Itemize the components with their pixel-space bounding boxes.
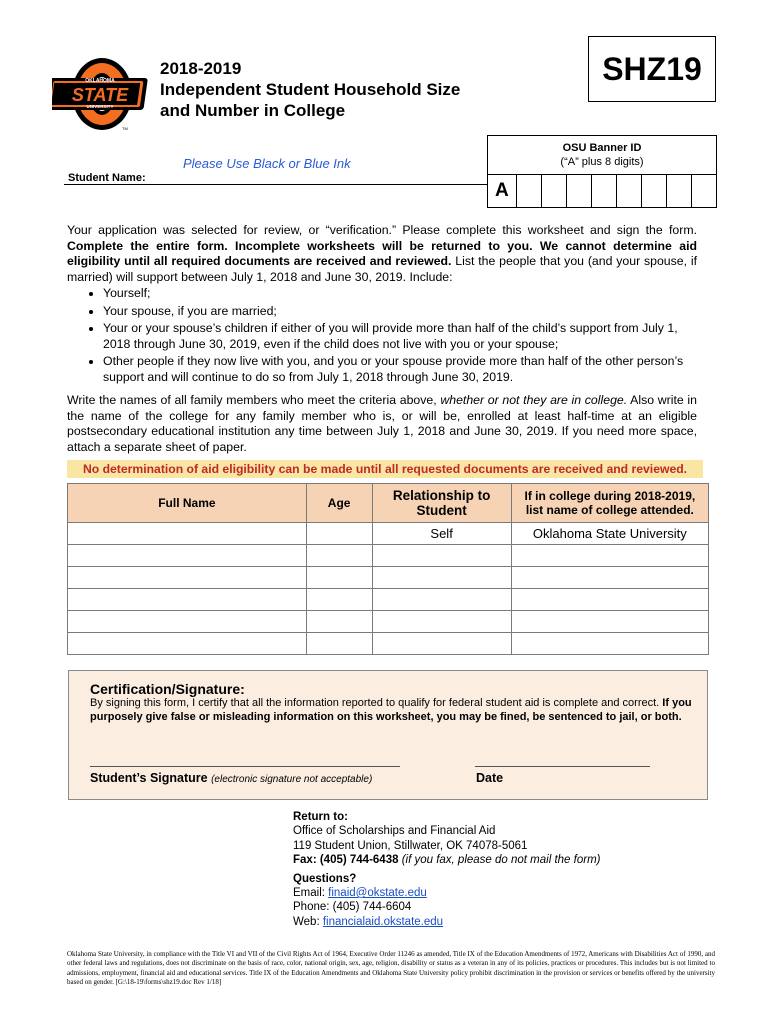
intro-paragraph (67, 223, 697, 285)
intro-bold: Complete the entire form. Incomplete worksheets will be returned to you. We cannot determine aid eligibility until all required documents are received and reviewed. (67, 238, 697, 269)
relationship-cell[interactable] (372, 633, 511, 655)
table-row (68, 545, 709, 567)
banner-id-hint: (“A” plus 8 digits) (560, 156, 644, 168)
banner-digit-box[interactable] (517, 175, 542, 207)
banner-digit-box[interactable] (617, 175, 642, 207)
name-cell[interactable] (68, 633, 307, 655)
email-label: Email: (293, 887, 325, 900)
web-link[interactable]: financialaid.okstate.edu (322, 915, 444, 928)
relationship-cell[interactable] (372, 611, 511, 633)
banner-digit-box[interactable] (542, 175, 567, 207)
web-label: Web: (293, 915, 320, 928)
intro-text: Your application was selected for review, or “verification.” Please complete this worksheet and sign the form. (67, 223, 697, 237)
return-label: Return to: (293, 811, 348, 823)
eligibility-warning: No determination of aid eligibility can be made until all requested documents are received and reviewed. (67, 460, 703, 478)
table-row (68, 633, 709, 655)
table-row (68, 567, 709, 589)
col-college-2: list name of college attended. (525, 503, 694, 517)
name-cell[interactable] (68, 545, 307, 567)
relationship-cell[interactable]: Self (372, 523, 511, 545)
questions-label: Questions? (293, 872, 357, 885)
student-name-field[interactable] (64, 184, 487, 185)
signature-note: (electronic signature not acceptable) (211, 774, 373, 785)
col-relationship (372, 484, 511, 523)
col-relationship-1: Relationship to (392, 488, 491, 503)
banner-id-input[interactable] (487, 174, 717, 208)
student-name-label: Student Name: (68, 172, 146, 184)
list-item: • Your spouse, if you are married; (103, 304, 697, 320)
list-item: • Your or your spouse’s children if either of you will provide more than half of the child’s support from July 1, 2018 through June 30, 2019, even if the child does not live with you or your spouse; (103, 321, 697, 352)
instructions-italic: whether or not they are in college. (440, 393, 628, 407)
name-cell[interactable] (68, 523, 307, 545)
form-title (160, 58, 460, 121)
table-row (68, 611, 709, 633)
household-table (67, 483, 709, 655)
table-row (68, 523, 709, 545)
relationship-cell[interactable] (372, 545, 511, 567)
phone-text: Phone: (405) 744-6604 (293, 901, 412, 914)
age-cell[interactable] (306, 589, 372, 611)
criteria-list (67, 286, 697, 388)
college-cell[interactable] (511, 589, 708, 611)
college-cell[interactable] (511, 633, 708, 655)
banner-digit-box[interactable] (567, 175, 592, 207)
list-item: • Yourself; (103, 286, 697, 302)
email-link[interactable]: finaid@okstate.edu (328, 887, 427, 900)
return-fax: Fax: (405) 744-6438 (293, 854, 399, 867)
logo-tm: TM (122, 126, 128, 131)
relationship-cell[interactable] (372, 567, 511, 589)
col-relationship-2: Student (416, 503, 467, 518)
table-row (68, 589, 709, 611)
form-code-box: SHZ19 (588, 36, 716, 102)
age-cell[interactable] (306, 567, 372, 589)
logo-university: UNIVERSITY (86, 104, 114, 109)
table-header-row (68, 484, 709, 523)
certification-title: Certification/Signature: (90, 681, 245, 697)
osu-logo (52, 56, 152, 132)
instructions-b: Also write in the name of the college for any family member who is, or will be, enrolled at least half-time at an eligible postsecondary educational institution any time between July 1, 2018 and June 30, 2019. If you need more space, attach a separate sheet of paper. (67, 393, 697, 454)
nondiscrimination-footer: Oklahoma State University, in compliance with the Title VI and VII of the Civil Rights Act of 1964, Executive Order 11246 as amended, Title IX of the Education Amendments of 1972, Americans with Disabilities Act of 1990, and other federal laws and regulations, does not discriminate on the basis of race, color, national origin, sex, age, religion, disability or status as a veteran in any of its policies, practices or procedures. This includes but is not limited to admissions, employment, financial aid and educational services. Title IX of the Education Amendments and Oklahoma State University policy prohibit discrimination in the provision or services or benefits offered by the university based on gender. [G:\18-19\forms\shz19.doc Rev 1/18] (67, 950, 715, 987)
date-label: Date (476, 771, 504, 785)
college-cell[interactable] (511, 611, 708, 633)
certification-text (90, 696, 695, 724)
college-cell[interactable] (511, 545, 708, 567)
list-item: • Other people if they now live with you, and you or your spouse provide more than half of the other person’s support and will continue to do so from July 1, 2018 through June 30, 2019. (103, 354, 697, 385)
relationship-cell[interactable] (372, 589, 511, 611)
logo-state: STATE (71, 85, 129, 105)
intro-tail: List the people that you (and your spouse, if married) will support between July 1, 2018 and June 30, 2019. Include: (67, 254, 697, 284)
certification-plain: By signing this form, I certify that all the information reported to qualify for federal student aid is complete and correct. (90, 697, 660, 709)
return-office: Office of Scholarships and Financial Aid (293, 825, 496, 838)
logo-oklahoma: OKLAHOMA (85, 78, 115, 84)
age-cell[interactable] (306, 523, 372, 545)
signature-field[interactable] (90, 766, 400, 767)
title-line-1: Independent Student Household Size (160, 80, 461, 99)
col-college-1: If in college during 2018-2019, (524, 489, 696, 503)
banner-digit-box[interactable] (692, 175, 716, 207)
col-age: Age (306, 484, 372, 523)
name-cell[interactable] (68, 567, 307, 589)
instructions-paragraph (67, 393, 697, 455)
col-college (511, 484, 708, 523)
age-cell[interactable] (306, 611, 372, 633)
title-line-2: and Number in College (160, 101, 346, 120)
instructions-a: Write the names of all family members who meet the criteria above, (67, 393, 437, 407)
banner-digit-box[interactable] (667, 175, 692, 207)
signature-label-text: Student’s Signature (90, 771, 208, 785)
banner-id-prefix: A (488, 175, 517, 207)
age-cell[interactable] (306, 545, 372, 567)
col-full-name: Full Name (68, 484, 307, 523)
college-cell[interactable] (511, 567, 708, 589)
banner-digit-box[interactable] (642, 175, 667, 207)
age-cell[interactable] (306, 633, 372, 655)
form-year: 2018-2019 (160, 59, 242, 78)
signature-label (90, 771, 372, 785)
banner-digit-box[interactable] (592, 175, 617, 207)
return-address: 119 Student Union, Stillwater, OK 74078-5061 (293, 839, 528, 852)
date-field[interactable] (475, 766, 650, 767)
college-cell[interactable]: Oklahoma State University (511, 523, 708, 545)
certification-bold: If you purposely give false or misleading information on this worksheet, you may be fined, be sentenced to jail, or both. (90, 697, 692, 723)
return-fax-note: (if you fax, please do not mail the form) (401, 854, 601, 867)
banner-id-header (487, 135, 717, 175)
name-cell[interactable] (68, 611, 307, 633)
banner-id-label: OSU Banner ID (562, 142, 642, 154)
name-cell[interactable] (68, 589, 307, 611)
ink-note: Please Use Black or Blue Ink (183, 156, 351, 171)
return-info (293, 810, 600, 929)
